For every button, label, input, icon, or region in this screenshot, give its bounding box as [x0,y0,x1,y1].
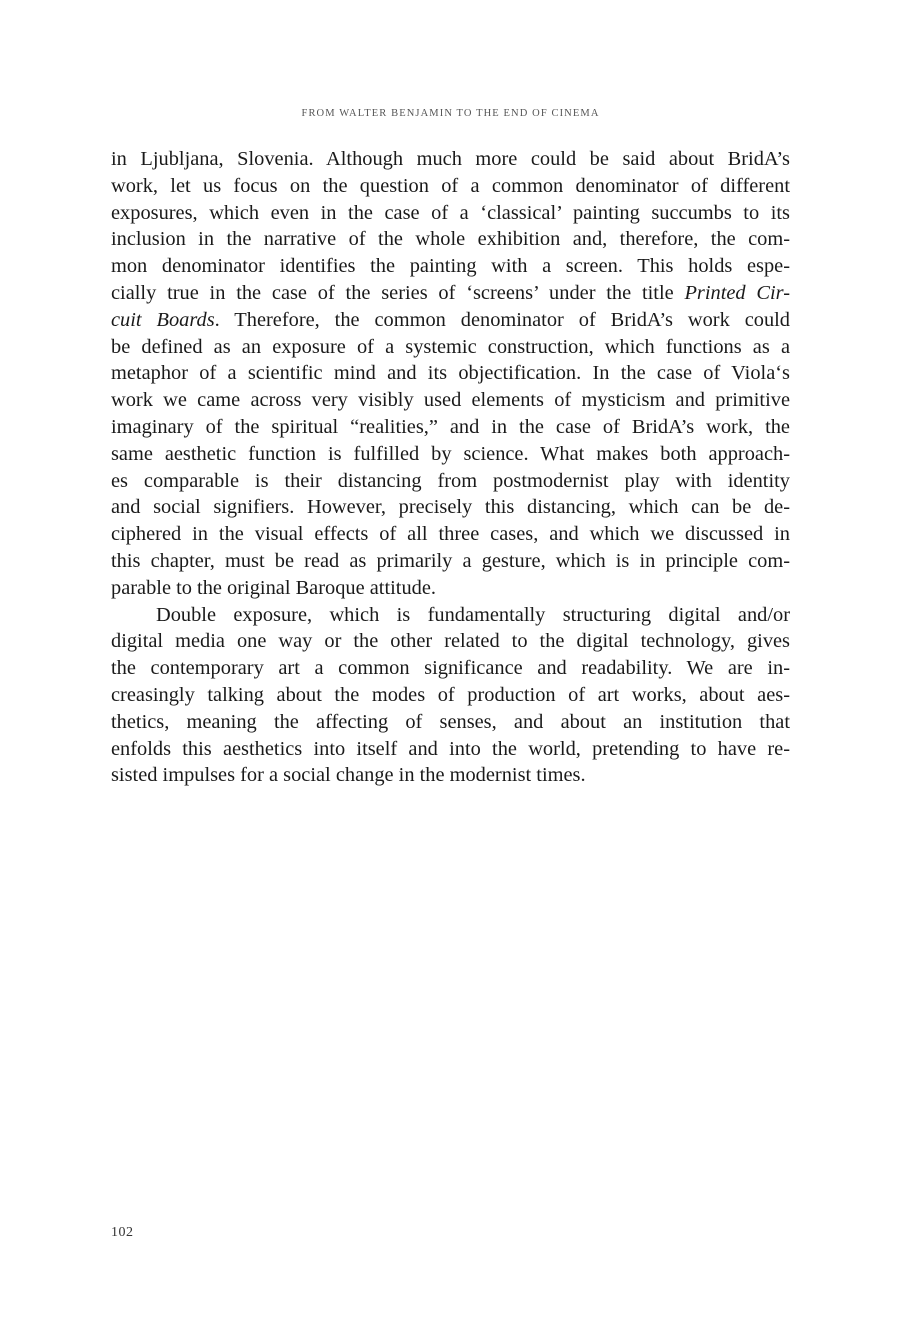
text-line: mon denominator identifies the painting with a screen. This holds espe- [111,255,790,278]
text-line: ciphered in the visual effects of all three cases, and which we discussed in [111,523,790,546]
running-head: FROM WALTER BENJAMIN TO THE END OF CINEMA [301,108,600,119]
text-line: thetics, meaning the affecting of senses, and about an institution that [111,710,790,733]
text-line: work we came across very visibly used elements of mysticism and primitive [111,389,790,412]
page-number: 102 [111,1225,134,1240]
body-text [111,146,790,789]
text-line: parable to the original Baroque attitude. [111,576,437,599]
italic-title: Printed Cir- [684,281,790,304]
text-line: be defined as an exposure of a systemic construction, which functions as a [111,335,790,358]
text-line [111,307,790,334]
text-line: digital media one way or the other related to the digital technology, gives [111,630,790,653]
text-run: . Therefore, the common denominator of BridA’s work could [214,308,790,331]
text-line: creasingly talking about the modes of production of art works, about aes- [111,683,790,706]
text-line [111,280,790,307]
text-line: imaginary of the spiritual “realities,” and in the case of BridA’s work, the [111,415,790,438]
text-line: es comparable is their distancing from postmodernist play with identity [111,469,790,492]
text-line: and social signifiers. However, precisely this distancing, which can be de- [111,496,790,519]
text-line: the contemporary art a common significance and readability. We are in- [111,657,790,680]
text-line: work, let us focus on the question of a common denominator of different [111,174,790,197]
paragraph [111,602,790,790]
italic-title: cuit Boards [111,308,215,331]
text-line: metaphor of a scientific mind and its objectification. In the case of Viola‘s [111,362,790,385]
paragraph [111,146,790,602]
text-line: enfolds this aesthetics into itself and into the world, pretending to have re- [111,737,790,760]
text-line: sisted impulses for a social change in the modernist times. [111,764,586,787]
text-line: inclusion in the narrative of the whole exhibition and, therefore, the com- [111,228,790,251]
text-line: same aesthetic function is fulfilled by science. What makes both approach- [111,442,790,465]
text-run: cially true in the case of the series of ‘screens’ under the title [111,281,685,304]
text-line: this chapter, must be read as primarily a gesture, which is in principle com- [111,549,790,572]
text-line: in Ljubljana, Slovenia. Although much more could be said about BridA’s [111,148,790,170]
text-line: exposures, which even in the case of a ‘classical’ painting succumbs to its [111,201,790,224]
text-line: Double exposure, which is fundamentally structuring digital and/or [156,603,790,626]
